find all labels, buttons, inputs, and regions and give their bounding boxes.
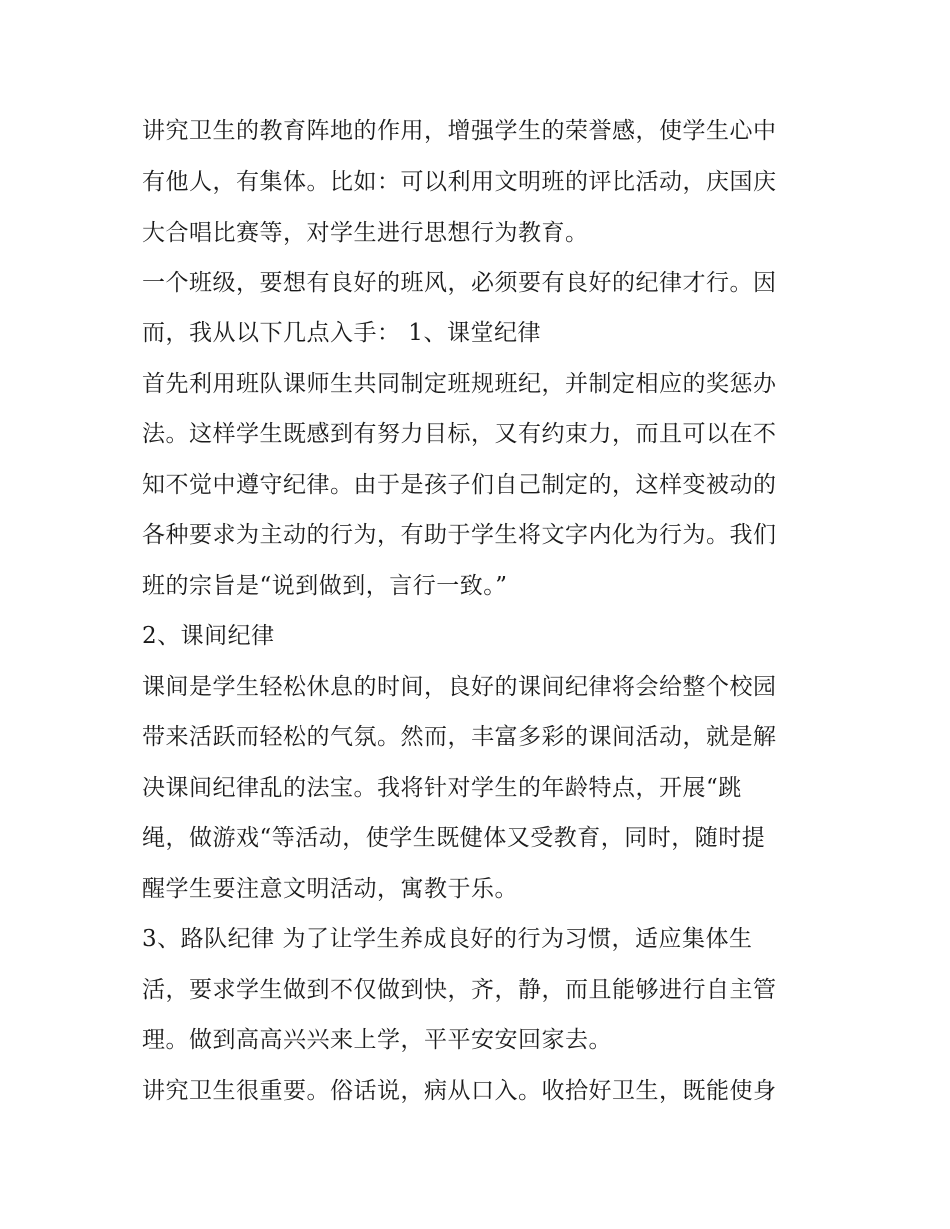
text-line: 各种要求为主动的行为，有助于学生将文字内化为行为。我们 xyxy=(142,522,777,548)
text-line: 班的宗旨是“说到做到，言行一致。” xyxy=(142,573,508,599)
text-line: 带来活跃而轻松的气氛。然而，丰富多彩的课间活动，就是解 xyxy=(142,724,777,750)
text-line: 讲究卫生的教育阵地的作用，增强学生的荣誉感，使学生心中 xyxy=(142,118,777,144)
text-line: 一个班级，要想有良好的班风，必须要有良好的纪律才行。因 xyxy=(142,270,777,296)
text-line: 讲究卫生很重要。俗话说，病从口入。收拾好卫生，既能使身 xyxy=(142,1078,777,1104)
text-line: 3、路队纪律 为了让学生养成良好的行为习惯，适应集体生 xyxy=(142,926,753,952)
text-line: 法。这样学生既感到有努力目标，又有约束力，而且可以在不 xyxy=(142,421,777,447)
text-line: 有他人，有集体。比如：可以利用文明班的评比活动，庆国庆 xyxy=(142,169,777,195)
text-line: 决课间纪律乱的法宝。我将针对学生的年龄特点，开展“跳 xyxy=(142,775,742,801)
text-line: 绳，做游戏“等活动，使学生既健体又受教育，同时，随时提 xyxy=(142,825,766,851)
text-line: 理。做到高高兴兴来上学，平平安安回家去。 xyxy=(142,1027,612,1053)
text-line: 课间是学生轻松休息的时间，良好的课间纪律将会给整个校园 xyxy=(142,674,777,700)
text-line: 知不觉中遵守纪律。由于是孩子们自己制定的，这样变被动的 xyxy=(142,472,777,498)
text-line: 醒学生要注意文明活动，寓教于乐。 xyxy=(142,876,518,902)
text-line: 而，我从以下几点入手： 1、课堂纪律 xyxy=(142,320,541,346)
text-line: 2、课间纪律 xyxy=(142,623,275,649)
text-line: 活，要求学生做到不仅做到快，齐，静，而且能够进行自主管 xyxy=(142,977,777,1003)
text-line: 首先利用班队课师生共同制定班规班纪，并制定相应的奖惩办 xyxy=(142,371,777,397)
text-line: 大合唱比赛等，对学生进行思想行为教育。 xyxy=(142,220,589,246)
